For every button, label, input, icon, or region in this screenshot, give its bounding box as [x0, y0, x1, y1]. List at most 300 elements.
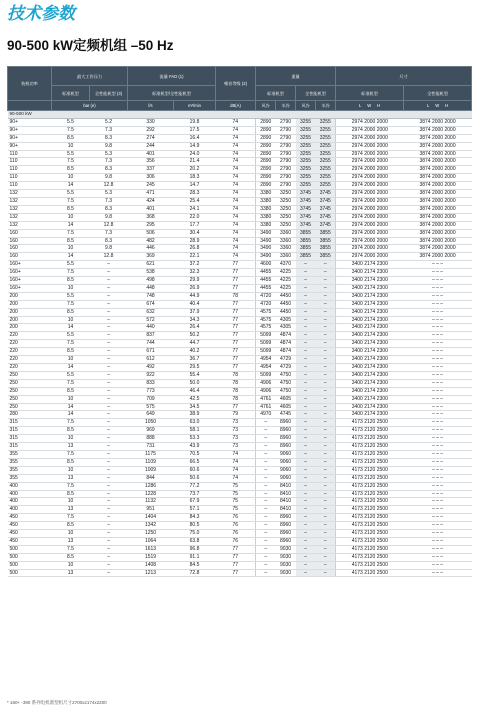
cell-model: 355	[8, 450, 52, 458]
table-row	[8, 522, 472, 530]
cell-w-water-std: 3250	[276, 190, 296, 198]
cell-p-std: 7.5	[52, 514, 90, 522]
cell-w-air-std: 2890	[256, 126, 276, 134]
cell-noise: 75	[216, 490, 256, 498]
unit-water-std: 水冷	[276, 101, 296, 111]
cell-dims-std: 4173 2120 2500	[336, 506, 404, 514]
cell-p-std: 5.5	[52, 332, 90, 340]
cell-w-water-full: –	[316, 348, 336, 356]
cell-fad-m3: 73.7	[174, 490, 216, 498]
cell-noise: 78	[216, 395, 256, 403]
cell-dims-std: 2974 2000 2000	[336, 221, 404, 229]
cell-w-water-std: 2790	[276, 174, 296, 182]
table-row	[8, 553, 472, 561]
cell-w-water-std: 3360	[276, 237, 296, 245]
cell-fad-ls: 888	[128, 435, 174, 443]
cell-model: 500	[8, 545, 52, 553]
header-weight-std: 标准机型	[256, 86, 296, 101]
cell-fad-ls: 401	[128, 150, 174, 158]
cell-fad-ls: 744	[128, 340, 174, 348]
table-row	[8, 316, 472, 324]
cell-dims-std: 3400 2174 2300	[336, 395, 404, 403]
cell-noise: 74	[216, 182, 256, 190]
spec-table-container	[7, 66, 471, 577]
cell-dims-full: – – –	[404, 324, 472, 332]
cell-p-std: 10	[52, 498, 90, 506]
cell-fad-ls: 1050	[128, 419, 174, 427]
cell-fad-ls: 440	[128, 324, 174, 332]
cell-model: 200	[8, 292, 52, 300]
cell-dims-full: 3874 2000 2000	[404, 245, 472, 253]
cell-p-full: –	[90, 403, 128, 411]
cell-w-water-std: 2790	[276, 158, 296, 166]
cell-fad-m3: 29.5	[174, 364, 216, 372]
cell-w-air-std: –	[256, 474, 276, 482]
cell-fad-m3: 20.2	[174, 166, 216, 174]
cell-noise: 73	[216, 435, 256, 443]
cell-p-std: 13	[52, 443, 90, 451]
cell-fad-m3: 67.9	[174, 498, 216, 506]
cell-model: 250	[8, 379, 52, 387]
cell-dims-full: 3874 2000 2000	[404, 126, 472, 134]
cell-w-air-full: –	[296, 364, 316, 372]
cell-noise: 77	[216, 300, 256, 308]
cell-fad-ls: 575	[128, 403, 174, 411]
cell-w-air-full: –	[296, 308, 316, 316]
cell-fad-m3: 66.5	[174, 458, 216, 466]
cell-w-water-std: 3360	[276, 245, 296, 253]
cell-model: 450	[8, 522, 52, 530]
cell-model: 250	[8, 403, 52, 411]
table-row	[8, 498, 472, 506]
cell-w-air-full: 3745	[296, 221, 316, 229]
cell-w-water-full: –	[316, 561, 336, 569]
cell-w-air-std: 3490	[256, 237, 276, 245]
cell-p-full: –	[90, 316, 128, 324]
cell-w-air-full: –	[296, 506, 316, 514]
cell-p-std: 8.5	[52, 522, 90, 530]
cell-w-water-full: 3255	[316, 142, 336, 150]
cell-p-std: 8.5	[52, 553, 90, 561]
cell-w-water-std: 4729	[276, 356, 296, 364]
cell-dims-full: – – –	[404, 450, 472, 458]
cell-dims-full: – – –	[404, 553, 472, 561]
cell-dims-full: 3874 2000 2000	[404, 142, 472, 150]
cell-dims-full: – – –	[404, 356, 472, 364]
cell-noise: 75	[216, 498, 256, 506]
cell-w-air-std: 5099	[256, 340, 276, 348]
cell-dims-full: – – –	[404, 387, 472, 395]
table-row	[8, 166, 472, 174]
cell-p-full: –	[90, 466, 128, 474]
cell-model: 160	[8, 245, 52, 253]
cell-p-std: 14	[52, 182, 90, 190]
cell-w-water-std: 4305	[276, 316, 296, 324]
cell-p-std: 10	[52, 561, 90, 569]
cell-fad-ls: 1613	[128, 545, 174, 553]
table-row	[8, 237, 472, 245]
cell-p-std: 10	[52, 245, 90, 253]
cell-w-water-std: 4225	[276, 269, 296, 277]
cell-noise: 74	[216, 158, 256, 166]
cell-dims-std: 4173 2120 2500	[336, 458, 404, 466]
cell-fad-ls: 1519	[128, 553, 174, 561]
cell-w-water-std: 3250	[276, 213, 296, 221]
table-row	[8, 569, 472, 577]
cell-dims-full: – – –	[404, 561, 472, 569]
cell-w-water-std: 4450	[276, 300, 296, 308]
cell-dims-std: 4173 2120 2500	[336, 482, 404, 490]
cell-w-water-std: 8410	[276, 490, 296, 498]
cell-model: 160+	[8, 277, 52, 285]
cell-fad-m3: 42.5	[174, 395, 216, 403]
cell-fad-ls: 356	[128, 158, 174, 166]
cell-dims-std: 2974 2000 2000	[336, 205, 404, 213]
cell-dims-std: 2974 2000 2000	[336, 237, 404, 245]
cell-model: 220	[8, 332, 52, 340]
table-row	[8, 245, 472, 253]
cell-w-air-full: –	[296, 387, 316, 395]
table-row	[8, 427, 472, 435]
cell-w-air-full: 3255	[296, 142, 316, 150]
cell-noise: 76	[216, 530, 256, 538]
cell-p-full: –	[90, 292, 128, 300]
cell-fad-ls: 292	[128, 126, 174, 134]
cell-fad-m3: 19.8	[174, 118, 216, 126]
cell-w-water-full: –	[316, 324, 336, 332]
cell-w-air-full: 3855	[296, 245, 316, 253]
cell-p-std: 7.5	[52, 419, 90, 427]
table-row	[8, 277, 472, 285]
cell-p-std: 7.5	[52, 340, 90, 348]
cell-w-air-std: 4455	[256, 284, 276, 292]
cell-p-std: 8.5	[52, 490, 90, 498]
cell-fad-ls: 369	[128, 253, 174, 261]
header-pressure: 最大工作压力	[52, 67, 128, 86]
cell-model: 500	[8, 569, 52, 577]
cell-w-water-std: 4225	[276, 284, 296, 292]
cell-fad-m3: 32.3	[174, 269, 216, 277]
cell-w-water-std: 8960	[276, 514, 296, 522]
cell-w-water-full: –	[316, 340, 336, 348]
cell-model: 450	[8, 530, 52, 538]
cell-fad-m3: 18.3	[174, 174, 216, 182]
cell-w-water-std: 8410	[276, 498, 296, 506]
cell-fad-ls: 538	[128, 269, 174, 277]
cell-w-air-std: –	[256, 450, 276, 458]
cell-w-water-full: –	[316, 450, 336, 458]
cell-noise: 74	[216, 174, 256, 182]
cell-w-air-std: –	[256, 545, 276, 553]
table-row	[8, 545, 472, 553]
cell-model: 400	[8, 506, 52, 514]
cell-dims-full: 3874 2000 2000	[404, 150, 472, 158]
table-row	[8, 221, 472, 229]
cell-fad-ls: 844	[128, 474, 174, 482]
cell-w-water-full: –	[316, 395, 336, 403]
cell-w-air-full: 3255	[296, 134, 316, 142]
cell-noise: 74	[216, 458, 256, 466]
cell-noise: 74	[216, 190, 256, 198]
cell-fad-ls: 731	[128, 443, 174, 451]
cell-w-water-std: 9060	[276, 450, 296, 458]
table-row	[8, 332, 472, 340]
cell-w-air-full: –	[296, 569, 316, 577]
cell-fad-ls: 632	[128, 308, 174, 316]
cell-fad-m3: 40.4	[174, 300, 216, 308]
cell-w-air-std: –	[256, 466, 276, 474]
cell-p-std: 13	[52, 474, 90, 482]
cell-w-air-std: 2890	[256, 118, 276, 126]
cell-fad-m3: 14.9	[174, 142, 216, 150]
cell-w-water-std: 2790	[276, 150, 296, 158]
cell-w-water-full: –	[316, 419, 336, 427]
cell-w-air-full: –	[296, 427, 316, 435]
cell-noise: 74	[216, 474, 256, 482]
cell-dims-std: 2974 2000 2000	[336, 190, 404, 198]
cell-w-air-full: –	[296, 300, 316, 308]
cell-dims-std: 2974 2000 2000	[336, 134, 404, 142]
cell-dims-std: 3400 2174 2300	[336, 300, 404, 308]
cell-w-air-std: 4575	[256, 316, 276, 324]
cell-p-std: 8.5	[52, 427, 90, 435]
cell-w-air-full: 3255	[296, 118, 316, 126]
cell-dims-std: 3400 2174 2300	[336, 261, 404, 269]
cell-w-water-std: 4450	[276, 292, 296, 300]
cell-dims-std: 4173 2120 2500	[336, 419, 404, 427]
cell-fad-m3: 72.8	[174, 569, 216, 577]
cell-noise: 74	[216, 142, 256, 150]
cell-model: 90+	[8, 134, 52, 142]
cell-fad-ls: 1009	[128, 466, 174, 474]
cell-dims-full: 3874 2000 2000	[404, 229, 472, 237]
cell-w-water-full: 3855	[316, 245, 336, 253]
cell-w-water-full: 3255	[316, 150, 336, 158]
cell-fad-m3: 24.1	[174, 205, 216, 213]
cell-p-full: 9.8	[90, 245, 128, 253]
cell-noise: 77	[216, 269, 256, 277]
cell-dims-full: 3874 2000 2000	[404, 182, 472, 190]
cell-model: 90+	[8, 118, 52, 126]
cell-w-water-full: –	[316, 474, 336, 482]
table-row	[8, 340, 472, 348]
cell-fad-m3: 34.3	[174, 316, 216, 324]
cell-dims-full: 3874 2000 2000	[404, 205, 472, 213]
cell-p-full: 9.8	[90, 213, 128, 221]
cell-fad-ls: 244	[128, 142, 174, 150]
cell-p-full: –	[90, 530, 128, 538]
cell-fad-ls: 401	[128, 205, 174, 213]
cell-fad-ls: 612	[128, 356, 174, 364]
header-weight: 重量	[256, 67, 336, 86]
cell-fad-ls: 1408	[128, 561, 174, 569]
cell-noise: 74	[216, 253, 256, 261]
cell-w-air-std: –	[256, 506, 276, 514]
cell-dims-std: 3400 2174 2300	[336, 348, 404, 356]
cell-w-water-full: –	[316, 498, 336, 506]
cell-model: 160	[8, 253, 52, 261]
table-row	[8, 174, 472, 182]
table-row	[8, 261, 472, 269]
cell-p-std: 5.5	[52, 371, 90, 379]
cell-dims-full: – – –	[404, 419, 472, 427]
cell-p-std: 10	[52, 284, 90, 292]
cell-w-water-full: –	[316, 443, 336, 451]
cell-p-std: 10	[52, 356, 90, 364]
cell-w-water-full: –	[316, 569, 336, 577]
cell-w-air-std: 4455	[256, 269, 276, 277]
cell-dims-full: – – –	[404, 340, 472, 348]
cell-w-air-std: 3380	[256, 213, 276, 221]
cell-dims-std: 4173 2120 2500	[336, 569, 404, 577]
cell-noise: 74	[216, 205, 256, 213]
cell-w-water-std: 8960	[276, 435, 296, 443]
cell-w-air-full: –	[296, 371, 316, 379]
cell-w-water-full: –	[316, 522, 336, 530]
cell-fad-ls: 1404	[128, 514, 174, 522]
cell-p-std: 8.5	[52, 348, 90, 356]
cell-model: 355	[8, 474, 52, 482]
cell-noise: 74	[216, 450, 256, 458]
cell-dims-std: 2974 2000 2000	[336, 126, 404, 134]
cell-w-air-std: –	[256, 490, 276, 498]
cell-dims-std: 4173 2120 2500	[336, 545, 404, 553]
cell-fad-ls: 498	[128, 277, 174, 285]
cell-p-std: 8.5	[52, 387, 90, 395]
cell-fad-m3: 22.0	[174, 213, 216, 221]
cell-model: 500	[8, 553, 52, 561]
cell-w-air-std: 4761	[256, 403, 276, 411]
table-row	[8, 490, 472, 498]
cell-w-air-std: 4906	[256, 387, 276, 395]
cell-dims-std: 3400 2174 2300	[336, 356, 404, 364]
cell-w-water-full: –	[316, 371, 336, 379]
cell-model: 110	[8, 182, 52, 190]
cell-fad-m3: 34.5	[174, 403, 216, 411]
unit-lwh-std	[336, 101, 404, 111]
table-row	[8, 482, 472, 490]
cell-dims-std: 3400 2174 2300	[336, 332, 404, 340]
cell-p-full: –	[90, 514, 128, 522]
cell-fad-m3: 21.4	[174, 158, 216, 166]
cell-dims-full: – – –	[404, 316, 472, 324]
cell-fad-m3: 84.3	[174, 514, 216, 522]
cell-p-std: 13	[52, 506, 90, 514]
cell-p-full: –	[90, 522, 128, 530]
cell-noise: 77	[216, 553, 256, 561]
table-row	[8, 158, 472, 166]
header-fad: 流量 FAD (1)	[128, 67, 216, 86]
cell-fad-m3: 60.6	[174, 466, 216, 474]
cell-fad-m3: 96.8	[174, 545, 216, 553]
cell-p-std: 10	[52, 213, 90, 221]
cell-dims-std: 2974 2000 2000	[336, 253, 404, 261]
cell-model: 110	[8, 174, 52, 182]
cell-dims-std: 2974 2000 2000	[336, 118, 404, 126]
cell-model: 250	[8, 387, 52, 395]
cell-dims-std: 3400 2174 2300	[336, 379, 404, 387]
cell-dims-full: 3874 2000 2000	[404, 197, 472, 205]
cell-fad-m3: 37.2	[174, 261, 216, 269]
cell-dims-std: 2974 2000 2000	[336, 197, 404, 205]
cell-dims-full: – – –	[404, 348, 472, 356]
cell-dims-full: – – –	[404, 443, 472, 451]
cell-dims-full: – – –	[404, 379, 472, 387]
cell-w-air-std: 4720	[256, 292, 276, 300]
cell-fad-m3: 22.1	[174, 253, 216, 261]
cell-fad-m3: 91.1	[174, 553, 216, 561]
header-pressure-std: 标准机型	[52, 86, 90, 101]
cell-w-air-full: –	[296, 498, 316, 506]
cell-model: 132	[8, 190, 52, 198]
cell-w-water-std: 3250	[276, 205, 296, 213]
cell-fad-m3: 17.7	[174, 221, 216, 229]
cell-model: 90+	[8, 126, 52, 134]
cell-model: 110	[8, 166, 52, 174]
cell-dims-full: – – –	[404, 395, 472, 403]
cell-p-std: 10	[52, 142, 90, 150]
cell-w-water-std: 4874	[276, 348, 296, 356]
page-subtitle: 90-500 kW定频机组 –50 Hz	[7, 38, 174, 53]
cell-fad-ls: 837	[128, 332, 174, 340]
cell-model: 132	[8, 221, 52, 229]
table-row	[8, 292, 472, 300]
cell-p-std: 10	[52, 466, 90, 474]
cell-w-air-full: –	[296, 277, 316, 285]
cell-fad-ls: 709	[128, 395, 174, 403]
cell-w-air-std: –	[256, 427, 276, 435]
cell-w-water-full: –	[316, 490, 336, 498]
header-fad-both: 标准机型/全性能机型	[128, 86, 216, 101]
cell-noise: 73	[216, 443, 256, 451]
cell-noise: 74	[216, 237, 256, 245]
cell-fad-m3: 84.5	[174, 561, 216, 569]
cell-w-air-std: –	[256, 419, 276, 427]
cell-fad-ls: 337	[128, 166, 174, 174]
cell-w-air-full: –	[296, 261, 316, 269]
cell-fad-ls: 1342	[128, 522, 174, 530]
cell-w-water-std: 3250	[276, 221, 296, 229]
cell-p-std: 8.5	[52, 308, 90, 316]
cell-w-water-std: 8410	[276, 482, 296, 490]
cell-w-water-full: 3255	[316, 166, 336, 174]
cell-w-air-std: 2890	[256, 150, 276, 158]
cell-w-air-std: 4720	[256, 300, 276, 308]
cell-noise: 74	[216, 197, 256, 205]
cell-w-water-std: 3250	[276, 197, 296, 205]
cell-w-water-full: –	[316, 316, 336, 324]
cell-w-water-full: –	[316, 308, 336, 316]
table-row	[8, 182, 472, 190]
cell-fad-ls: 506	[128, 229, 174, 237]
cell-w-air-full: –	[296, 458, 316, 466]
cell-dims-std: 4173 2120 2500	[336, 435, 404, 443]
cell-w-water-full: –	[316, 284, 336, 292]
cell-dims-std: 3400 2174 2300	[336, 269, 404, 277]
cell-w-water-full: –	[316, 458, 336, 466]
cell-w-air-full: –	[296, 514, 316, 522]
cell-p-std: 14	[52, 253, 90, 261]
cell-dims-full: 3874 2000 2000	[404, 190, 472, 198]
table-row	[8, 197, 472, 205]
cell-p-full: –	[90, 474, 128, 482]
header-model: 装机功率	[8, 67, 52, 101]
cell-p-full: –	[90, 443, 128, 451]
cell-w-water-std: 9060	[276, 458, 296, 466]
cell-dims-std: 4173 2120 2500	[336, 490, 404, 498]
cell-model: 220	[8, 348, 52, 356]
cell-dims-full: – – –	[404, 261, 472, 269]
